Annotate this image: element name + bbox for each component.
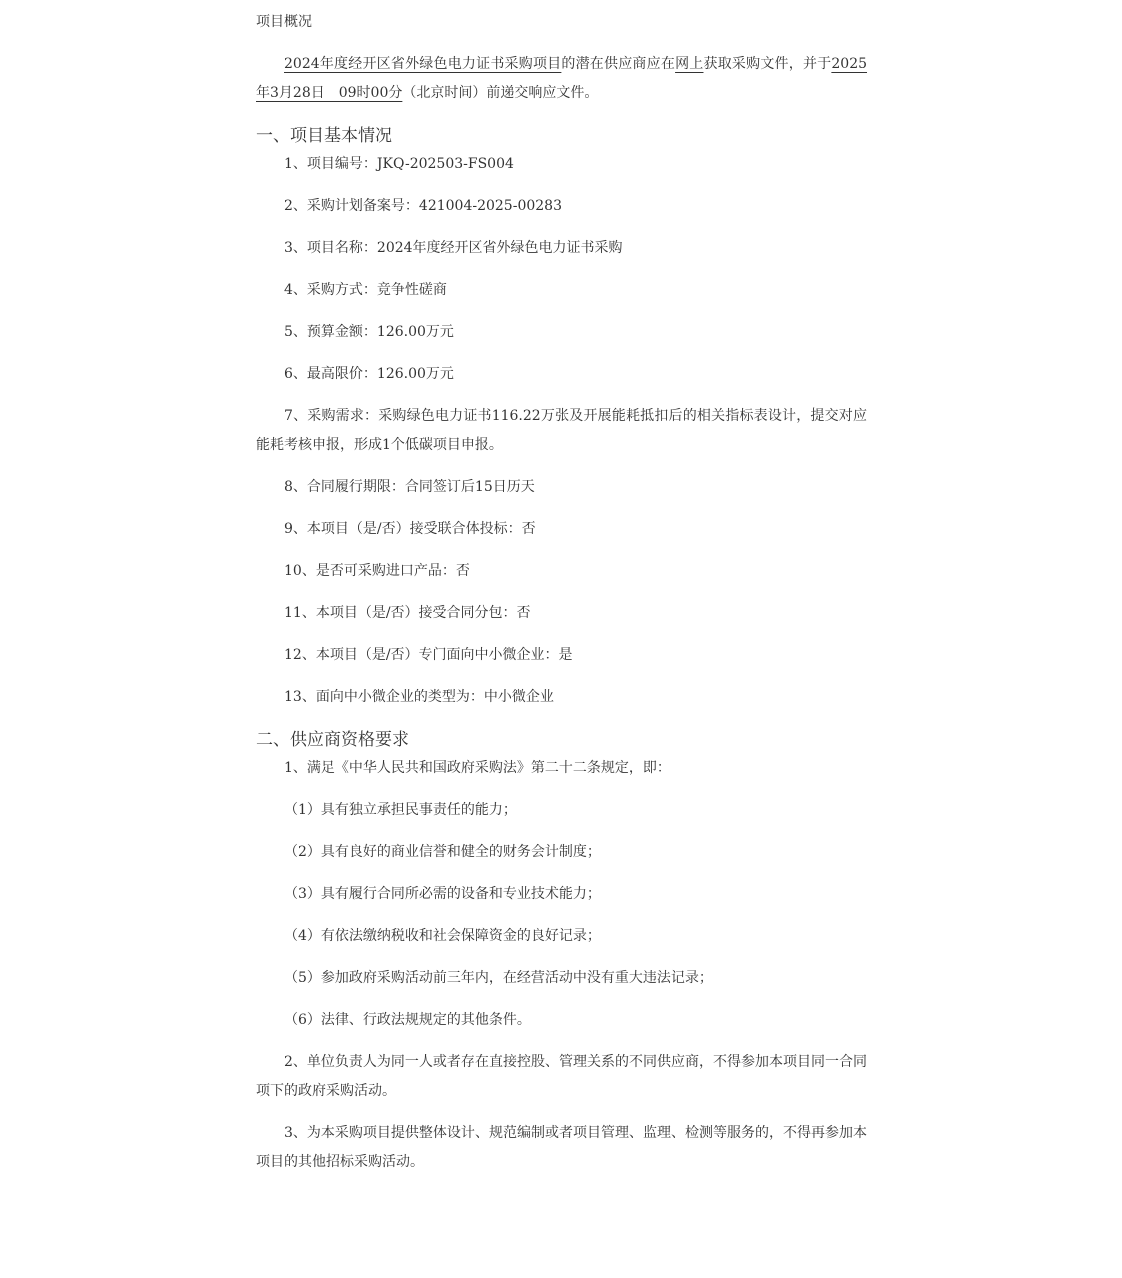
document	[256, 8, 867, 1190]
list-item: 1、项目编号：JKQ-202503-FS004	[284, 156, 514, 172]
section-heading-basic-info: 一、项目基本情况	[256, 126, 392, 146]
intro-text: 的潜在供应商应在	[561, 56, 676, 72]
intro-paragraph	[256, 50, 867, 108]
list-item: 1、满足《中华人民共和国政府采购法》第二十二条规定，即：	[284, 760, 671, 776]
list-item: 9、本项目（是/否）接受联合体投标：否	[284, 521, 536, 537]
list-item: （4）有依法缴纳税收和社会保障资金的良好记录；	[284, 928, 601, 944]
list-item: （6）法律、行政法规规定的其他条件。	[284, 1012, 531, 1028]
list-item: 12、本项目（是/否）专门面向中小微企业：是	[284, 647, 573, 663]
list-item: 10、是否可采购进口产品：否	[284, 563, 470, 579]
deadline: 2025年3月28日 09时00分	[256, 56, 868, 101]
list-item: 8、合同履行期限：合同签订后15日历天	[284, 479, 535, 495]
intro-text: （北京时间）前递交响应文件。	[402, 85, 599, 101]
list-item: 5、预算金额：126.00万元	[284, 324, 454, 340]
list-item: 6、最高限价：126.00万元	[284, 366, 454, 382]
list-item: （3）具有履行合同所必需的设备和专业技术能力；	[284, 886, 601, 902]
list-item: （1）具有独立承担民事责任的能力；	[284, 802, 517, 818]
acquire-place: 网上	[675, 56, 704, 72]
list-item: 4、采购方式：竞争性磋商	[284, 282, 447, 298]
qualification-list	[256, 754, 867, 1177]
list-item: 13、面向中小微企业的类型为：中小微企业	[284, 689, 554, 705]
list-item: 7、采购需求：采购绿色电力证书116.22万张及开展能耗抵扣后的相关指标表设计，提交对应能耗考核申报，形成1个低碳项目申报。	[256, 408, 867, 453]
list-item: 2、单位负责人为同一人或者存在直接控股、管理关系的不同供应商，不得参加本项目同一合同项下的政府采购活动。	[256, 1054, 867, 1099]
list-item: （5）参加政府采购活动前三年内，在经营活动中没有重大违法记录；	[284, 970, 713, 986]
section-heading-qualifications: 二、供应商资格要求	[256, 730, 409, 750]
list-item: （2）具有良好的商业信誉和健全的财务会计制度；	[284, 844, 601, 860]
intro-text: 获取采购文件，并于	[703, 56, 832, 72]
list-item: 3、项目名称：2024年度经开区省外绿色电力证书采购	[284, 240, 623, 256]
basic-info-list	[256, 150, 867, 712]
project-name: 2024年度经开区省外绿色电力证书采购项目	[284, 56, 562, 72]
list-item: 3、为本采购项目提供整体设计、规范编制或者项目管理、监理、检测等服务的，不得再参加本项目的其他招标采购活动。	[256, 1125, 867, 1170]
list-item: 11、本项目（是/否）接受合同分包：否	[284, 605, 531, 621]
list-item: 2、采购计划备案号：421004-2025-00283	[284, 198, 562, 214]
page-title: 项目概况	[256, 14, 312, 30]
